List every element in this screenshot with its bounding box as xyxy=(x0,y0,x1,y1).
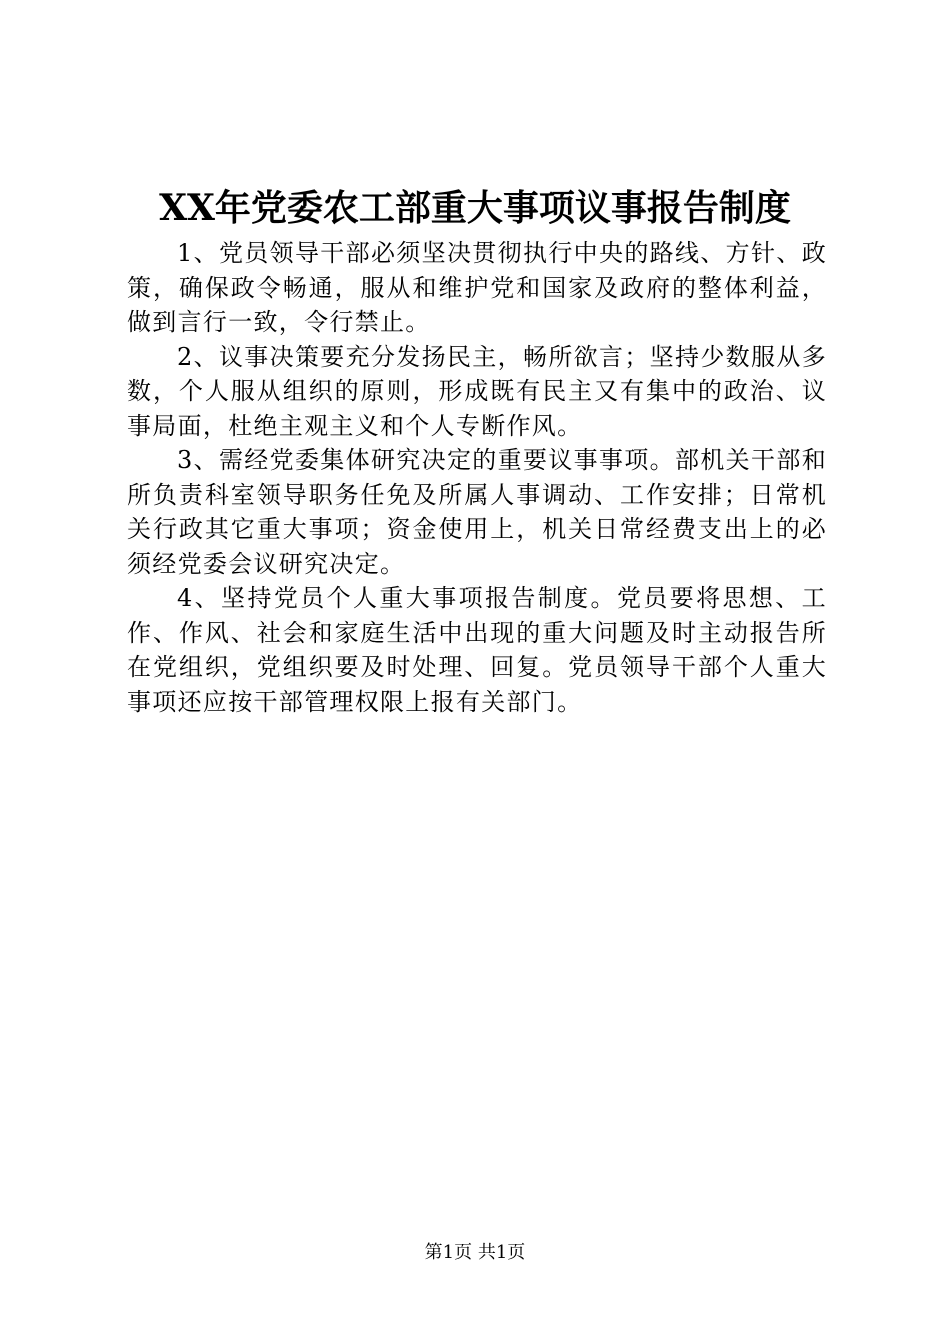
document-body xyxy=(127,236,827,719)
document-title: XX年党委农工部重大事项议事报告制度 xyxy=(159,187,791,229)
paragraph-3: 3、需经党委集体研究决定的重要议事事项。部机关干部和所负责科室领导职务任免及所属人事调动、工作安排；日常机关行政其它重大事项；资金使用上，机关日常经费支出上的必须经党委会议研究决定。 xyxy=(127,446,827,578)
page-footer: 第1页 共1页 xyxy=(424,1242,526,1263)
paragraph-2: 2、议事决策要充分发扬民主，畅所欲言；坚持少数服从多数，个人服从组织的原则，形成既有民主又有集中的政治、议事局面，杜绝主观主义和个人专断作风。 xyxy=(127,342,827,440)
paragraph-4: 4、坚持党员个人重大事项报告制度。党员要将思想、工作、作风、社会和家庭生活中出现的重大问题及时主动报告所在党组织，党组织要及时处理、回复。党员领导干部个人重大事项还应按干部管理权限上报有关部门。 xyxy=(127,584,827,716)
paragraph-1: 1、党员领导干部必须坚决贯彻执行中央的路线、方针、政策，确保政令畅通，服从和维护党和国家及政府的整体利益，做到言行一致，令行禁止。 xyxy=(127,239,827,336)
